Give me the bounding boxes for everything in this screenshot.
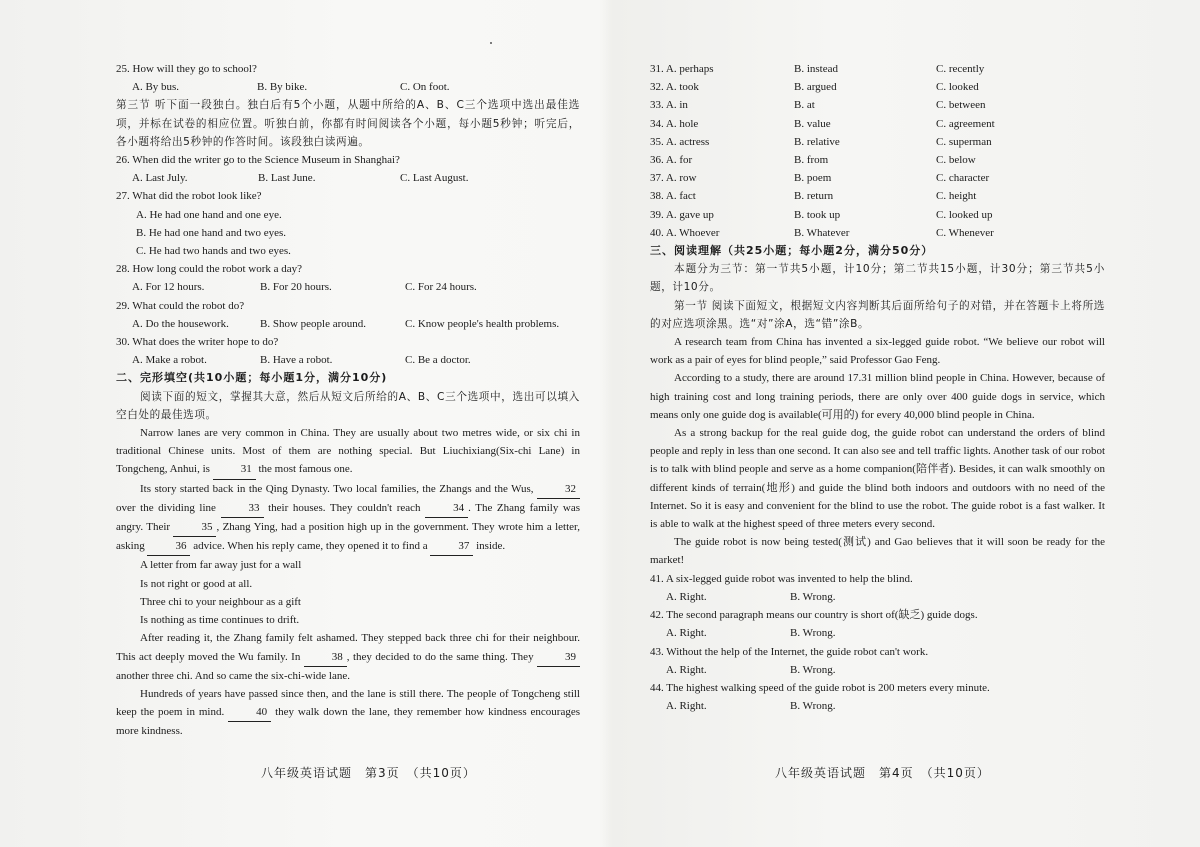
question-44: 44. The highest walking speed of the guide robot is 200 meters every minute.: [650, 681, 990, 694]
option: C. Know people's health problems.: [405, 317, 560, 330]
question-27-options: [116, 206, 580, 261]
option: A. He had one hand and one eye.: [136, 208, 282, 221]
option: C. For 24 hours.: [405, 281, 477, 294]
option: A. For 12 hours.: [132, 281, 205, 294]
question-26-options: [116, 169, 580, 187]
blank-31: 31: [213, 460, 256, 479]
question-42: 42. The second paragraph means our country is short of(缺乏) guide dogs.: [650, 609, 978, 622]
section-3-instructions: 第三节 听下面一段独白。独白后有5个小题，从题中所给的A、B、C三个选项中选出最佳选项，并标在试卷的相应位置。听独白前，你都有时间阅读各个小题，每小题5秒钟；听完后，各小题将给出5秒钟的作答时间。该段独白读两遍。: [116, 99, 580, 148]
reading-paragraph-4: The guide robot is now being tested(测试) and Gao believes that it will soon be ready for the market!: [650, 536, 1105, 567]
reading-paragraph-2: According to a study, there are around 17.31 million blind people in China. However, because of high training cost and long training periods, there are only over 400 guide dogs in service, which means only one guide dog is available(可用的) for every 40,000 blind people in China.: [650, 372, 1105, 421]
question-30: 30. What does the writer hope to do?: [116, 336, 279, 349]
option: B. Last June.: [258, 172, 316, 185]
poem: [116, 556, 580, 629]
choice-row: 37. A. row B. poem C. character: [650, 172, 990, 185]
choice-row: 38. A. fact B. return C. height: [650, 190, 977, 203]
question-28-options: [116, 278, 580, 296]
choice-row: 40. A. Whoever B. Whatever C. Whenever: [650, 226, 994, 239]
question-30-options: [116, 351, 580, 369]
question-25-options: [116, 78, 580, 96]
cloze-choices: [650, 60, 1105, 242]
poem-line: A letter from far away just for a wall: [140, 559, 302, 572]
page-3-footer: 八年级英语试题 第3页 （共10页）: [261, 766, 476, 780]
blank-36: 36: [147, 537, 190, 556]
page-3: [116, 60, 580, 741]
part-3-description: 本题分为三节：第一节共5小题，计10分；第二节共15小题，计30分；第三节共5小题，计10分。: [650, 263, 1105, 294]
option: C. On foot.: [400, 81, 450, 94]
question-25: 25. How will they go to school?: [116, 63, 257, 75]
part-2-instructions: 阅读下面的短文，掌握其大意，然后从短文后所给的A、B、C三个选项中，选出可以填入空白处的最佳选项。: [116, 390, 580, 421]
question-29: 29. What could the robot do?: [116, 299, 245, 312]
option: C. He had two hands and two eyes.: [136, 245, 291, 258]
part-3-title: 三、阅读理解（共25小题；每小题2分，满分50分）: [650, 244, 934, 258]
question-27: 27. What did the robot look like?: [116, 190, 262, 203]
option: B. Have a robot.: [260, 354, 333, 367]
blank-40: 40: [228, 703, 271, 722]
option: B. By bike.: [257, 81, 308, 94]
poem-line: Is not right or good at all.: [140, 577, 253, 590]
question-43-options: A. Right. B. Wrong.: [666, 663, 836, 676]
question-43: 43. Without the help of the Internet, the guide robot can't work.: [650, 645, 929, 658]
cloze-paragraph-4: Hundreds of years have passed since then, and the lane is still there. The people of Tongcheng still keep the poem in mind. 40 they walk down the lane, they remember how kindness encourages more kindness.: [116, 687, 581, 738]
question-26: 26. When did the writer go to the Science Museum in Shanghai?: [116, 154, 400, 167]
blank-34: 34: [425, 499, 468, 518]
question-29-options: [116, 315, 580, 333]
choice-row: 33. A. in B. at C. between: [650, 99, 986, 112]
cloze-paragraph-2: Its story started back in the Qing Dynasty. Two local families, the Zhangs and the Wus, 32 over the dividing line 33 their houses. They couldn't reach 34 . The Zhang family was angry. Their 35 , Zhang Ying, had a position high up in the government. They wrote him a letter, asking 36 advice. When his reply came, they opened it to find a 37 inside.: [116, 480, 580, 557]
option: B. He had one hand and two eyes.: [136, 226, 286, 239]
blank-38: 38: [304, 648, 347, 667]
option: C. Be a doctor.: [405, 354, 471, 367]
speck: [490, 42, 492, 44]
choice-row: 36. A. for B. from C. below: [650, 154, 976, 167]
question-41: 41. A six-legged guide robot was invented to help the blind.: [650, 572, 913, 585]
blank-32: 32: [537, 480, 580, 499]
blank-39: 39: [537, 648, 580, 667]
reading-paragraph-3: As a strong backup for the real guide dog, the guide robot can understand the orders of blind people and reply in less than one second. It can also see and tell traffic lights. Another task of our robot is to talk with blind people and serve as a home companion(陪伴者). Besides, it can walk smoothly on different kinds of terrain(地形) and guide the blind both indoors and outdoors with no need of the Internet. So it is easy and convenient for the blind to use the robot. The guide robot is a fast walker. It is able to walk at the highest speed of three meters every second.: [650, 427, 1105, 531]
page-4-footer: 八年级英语试题 第4页 （共10页）: [775, 766, 990, 780]
choice-row: 34. A. hole B. value C. agreement: [650, 117, 995, 130]
choice-row: 31. A. perhaps B. instead C. recently: [650, 63, 985, 75]
page-4: [650, 60, 1105, 715]
option: A. Make a robot.: [132, 354, 207, 367]
cloze-paragraph-3: After reading it, the Zhang family felt ashamed. They stepped back three chi for their neighbour. This act deeply moved the Wu family. In 38 , they decided to do the same thing. They 39 another three chi. And so came the six-chi-wide lane.: [116, 632, 580, 682]
blank-35: 35: [173, 518, 216, 537]
part-2-title: 二、完形填空(共10小题；每小题1分，满分10分): [116, 371, 388, 385]
poem-line: Is nothing as time continues to drift.: [140, 614, 300, 627]
blank-37: 37: [430, 537, 473, 556]
choice-row: 39. A. gave up B. took up C. looked up: [650, 208, 993, 221]
option: A. Last July.: [132, 172, 188, 185]
poem-line: Three chi to your neighbour as a gift: [140, 595, 301, 608]
reading-paragraph-1: A research team from China has invented a six-legged guide robot. “We believe our robot will work as a pair of eyes for blind people,” said Professor Gao Feng.: [650, 336, 1105, 367]
question-42-options: A. Right. B. Wrong.: [666, 627, 836, 640]
option: B. For 20 hours.: [260, 281, 332, 294]
blank-33: 33: [221, 499, 264, 518]
section-1-instructions: 第一节 阅读下面短文，根据短文内容判断其后面所给句子的对错，并在答题卡上将所选的对应选项涂黑。选“对”涂A，选“错”涂B。: [650, 299, 1105, 330]
question-44-options: A. Right. B. Wrong.: [666, 700, 836, 713]
question-28: 28. How long could the robot work a day?: [116, 263, 303, 276]
question-41-options: A. Right. B. Wrong.: [666, 590, 836, 603]
option: A. Do the housework.: [132, 317, 229, 330]
cloze-paragraph-1: Narrow lanes are very common in China. They are usually about two metres wide, or six chi in traditional Chinese units. Most of them are nothing special. But Liuchixiang(Six-chi Lane) in Tongcheng, Anhui, is 31 the most famous one.: [116, 424, 580, 480]
option: A. By bus.: [132, 81, 180, 94]
choice-row: 32. A. took B. argued C. looked: [650, 81, 979, 94]
option: C. Last August.: [400, 172, 469, 185]
choice-row: 35. A. actress B. relative C. superman: [650, 135, 992, 148]
option: B. Show people around.: [260, 317, 367, 330]
